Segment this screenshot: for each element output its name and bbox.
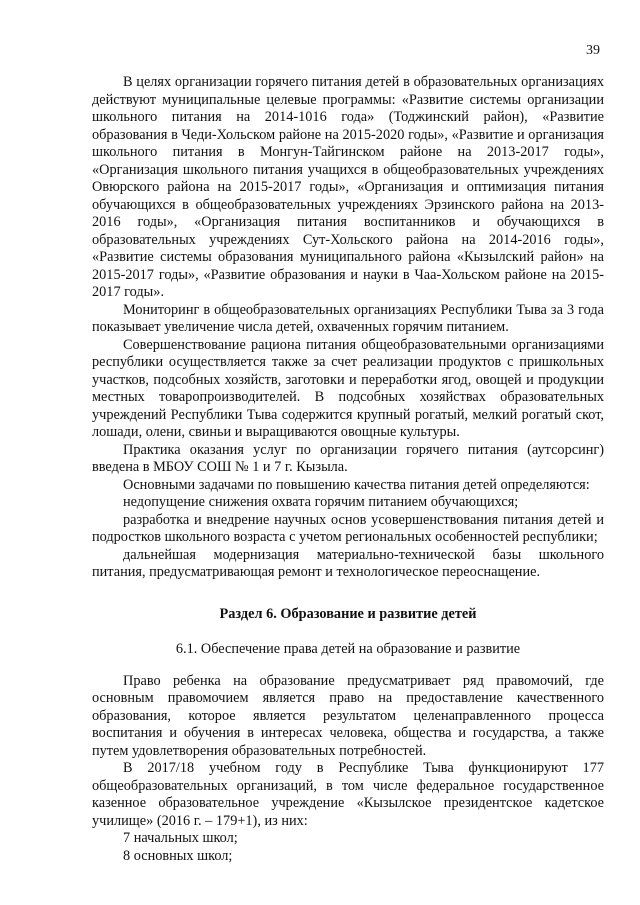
paragraph-outsourcing: Практика оказания услуг по организации горячего питания (аутсорсинг) введена в МБОУ СОШ № 1 и 7 г. Кызыла.: [92, 441, 604, 475]
paragraph-diet-improvement: Совершенствование рациона питания общеобразовательными организациями республики осуществляется также за счет реализации продуктов с пришкольных участков, подсобных хозяйств, заготовки и переработки ягод, овощей и продукции местных товаропроизводителей. В подсобных хозяйствах образовательных учреждений Республики Тыва содержится крупный рогатый, мелкий рогатый скот, лошади, олени, свиньи и выращиваются овощные культуры.: [92, 336, 604, 440]
body-text: [92, 74, 604, 865]
list-item-task-3: дальнейшая модернизация материально-технической базы школьного питания, предусматривающая ремонт и технологическое переоснащение.: [92, 546, 604, 580]
list-item-basic-schools: 8 основных школ;: [123, 847, 233, 864]
list-item-primary-schools: 7 начальных школ;: [123, 830, 238, 846]
section-title: Раздел 6. Образование и развитие детей: [219, 605, 477, 622]
list-item-task-1: недопущение снижения охвата горячим питанием обучающихся;: [123, 494, 519, 510]
paragraph-hot-meals-programs: В целях организации горячего питания детей в образовательных организациях действуют муниципальные целевые программы: «Развитие системы организации школьного питания на 2014-1016 года» (Тоджинский район), «Развитие образования в Чеди-Хольском районе на 2015-2020 годы», «Развитие и организация школьного питания в Монгун-Тайгинском районе на 2013-2017 годы», «Организация школьного питания учащихся в общеобразовательных учреждениях Овюрского района на 2015-2017 годы», «Организация и оптимизация питания обучающихся в общеобразовательных учреждениях Эрзинского района на 2013-2016 годы», «Организация питания воспитанников и обучающихся в образовательных учреждениях Сут-Хольского района на 2014-2016 годы», «Развитие системы образования муниципального района «Кызылский район» на 2015-2017 годы», «Развитие образования и науки в Чаа-Хольском районе на 2015-2017 годы».: [92, 74, 604, 300]
subsection-title: 6.1. Обеспечение права детей на образование и развитие: [175, 641, 521, 657]
paragraph-right-to-education: Право ребенка на образование предусматривает ряд правомочий, где основным правомочием является право на предоставление качественного образования, которое является результатом целенаправленного процесса воспитания и обучения в интересах человека, общества и государства, а также путем удовлетворения образовательных потребностей.: [92, 672, 604, 759]
paragraph-main-tasks: Основными задачами по повышению качества питания детей определяются:: [123, 476, 590, 493]
page-number: 39: [586, 43, 600, 58]
paragraph-school-count: В 2017/18 учебном году в Республике Тыва функционируют 177 общеобразовательных организаций, в том числе федеральное государственное казенное образовательное учреждение «Кызылское президентское кадетское училище» (2016 г. – 179+1), из них:: [92, 760, 604, 829]
paragraph-monitoring: Мониторинг в общеобразовательных организациях Республики Тыва за 3 года показывает увеличение числа детей, охваченных горячим питанием.: [92, 301, 604, 335]
list-item-task-2: разработка и внедрение научных основ усовершенствования питания детей и подростков школьного возраста с учетом региональных особенностей республики;: [92, 511, 604, 545]
